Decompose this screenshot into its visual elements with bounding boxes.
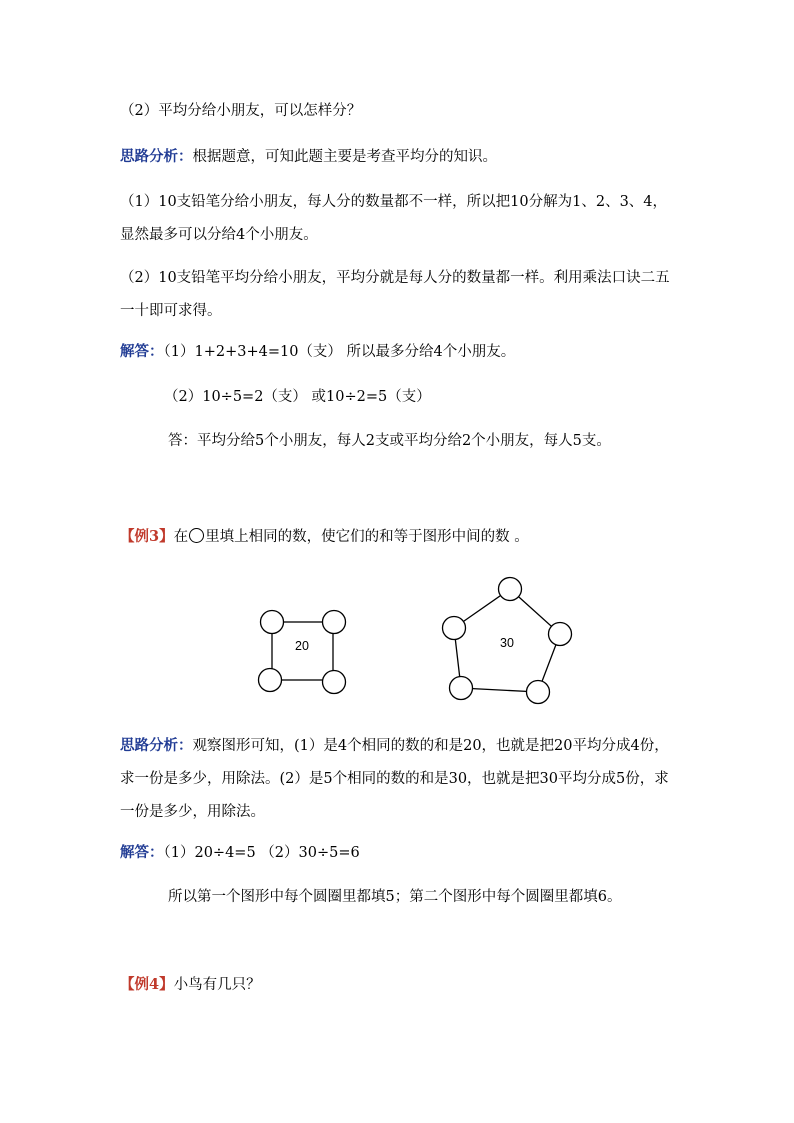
- analysis-label: 思路分析：: [120, 148, 193, 165]
- example-4-text: 小鸟有几只？: [173, 977, 261, 993]
- pentagon-circle: [450, 677, 473, 700]
- pentagon-circle: [443, 617, 466, 640]
- square-circle: [323, 611, 346, 634]
- answer-label: 解答：: [120, 343, 164, 360]
- analysis-1-p2: （2）10支铅笔平均分给小朋友，平均分就是每人分的数量都一样。利用乘法口诀二五一十即可求得。: [120, 270, 670, 319]
- square-value: 20: [295, 639, 309, 653]
- answer-1-line3: 答：平均分给5个小朋友，每人2支或平均分给2个小朋友，每人5支。: [168, 433, 611, 449]
- pentagon-value: 30: [500, 636, 514, 650]
- example-4-label: 【例4】: [120, 976, 174, 993]
- square-circle: [323, 671, 346, 694]
- answer-2-line2: 所以第一个图形中每个圆圈里都填5；第二个图形中每个圆圈里都填6。: [168, 889, 622, 905]
- analysis-2-label: 思路分析：: [120, 737, 193, 754]
- square-circle: [261, 611, 284, 634]
- question-2: （2）平均分给小朋友，可以怎样分？: [120, 103, 362, 119]
- answer-2-text: （1）20÷4=5 （2）30÷5=6: [163, 845, 360, 861]
- answer-2-label: 解答：: [120, 844, 164, 861]
- example-3-label: 【例3】: [120, 528, 174, 545]
- answer-1-line2: （2）10÷5=2（支） 或10÷2=5（支）: [164, 389, 431, 405]
- square-circle: [259, 669, 282, 692]
- analysis-2-text: 观察图形可知，(1）是4个相同的数的和是20，也就是把20平均分成4份，求一份是多少，用除法。(2）是5个相同的数的和是30，也就是把30平均分成5份，求一份是多少，用除法。: [120, 738, 669, 820]
- pentagon-circle: [527, 681, 550, 704]
- example-4: [120, 975, 261, 995]
- analysis-2: [120, 729, 680, 829]
- analysis-1-p1: （1）10支铅笔分给小朋友，每人分的数量都不一样，所以把10分解为1、2、3、4，显然最多可以分给4个小朋友。: [120, 194, 668, 243]
- analysis-text: 根据题意，可知此题主要是考查平均分的知识。: [192, 149, 497, 165]
- pentagon-circle: [499, 578, 522, 601]
- pentagon-circle: [549, 623, 572, 646]
- answer-2-line1: [120, 843, 360, 863]
- example-3-pre: 在: [173, 529, 189, 545]
- answer-text: （1）1+2+3+4=10（支） 所以最多分给4个小朋友。: [163, 344, 516, 360]
- example-3-post: 里填上相同的数，使它们的和等于图形中间的数 。: [205, 529, 529, 545]
